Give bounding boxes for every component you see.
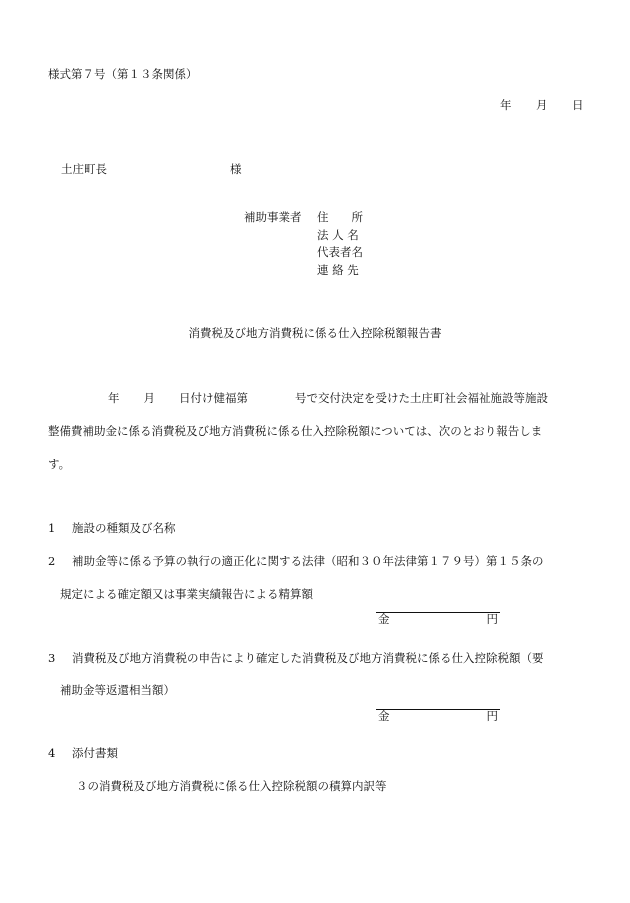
- amount-3-suffix: 円: [486, 709, 498, 723]
- intro-line-3: す。: [48, 457, 71, 471]
- item-3-number: 3: [48, 651, 56, 665]
- field-contact: 連 絡 先: [317, 262, 359, 277]
- field-representative: 代表者名: [317, 245, 363, 259]
- item-2-text: 補助金等に係る予算の執行の適正化に関する法律（昭和３０年法律第１７９号）第１５条の: [72, 554, 544, 568]
- amount-3-prefix: 金: [378, 709, 390, 723]
- applicant-fields: [317, 209, 363, 279]
- item-2-number: 2: [48, 554, 56, 568]
- item-1-text: 施設の種類及び名称: [72, 521, 176, 535]
- amount-field-3: [376, 709, 500, 723]
- item-4: [48, 745, 118, 761]
- item-2-continuation: 規定による確定額又は事業実績報告による精算額: [60, 587, 313, 601]
- document-title: 消費税及び地方消費税に係る仕入控除税額報告書: [188, 326, 442, 340]
- attachment-description: ３の消費税及び地方消費税に係る仕入控除税額の積算内訳等: [76, 779, 387, 793]
- applicant-label: 補助事業者: [244, 210, 302, 224]
- item-4-text: 添付書類: [72, 746, 118, 760]
- item-4-number: 4: [48, 746, 56, 760]
- field-address: 住 所: [317, 210, 363, 224]
- date-day: 日: [572, 98, 584, 112]
- amount-field-2: [376, 612, 500, 626]
- form-number: 様式第７号（第１３条関係）: [48, 67, 198, 81]
- item-1-number: 1: [48, 521, 56, 535]
- item-1: [48, 520, 176, 536]
- item-2: [48, 553, 544, 569]
- amount-2-prefix: 金: [378, 612, 390, 626]
- intro-line-2: 整備費補助金に係る消費税及び地方消費税に係る仕入控除税額については、次のとおり報告しま: [48, 424, 543, 438]
- date-year: 年: [500, 98, 512, 112]
- intro-mid: 日付け健福第: [179, 391, 248, 405]
- intro-line-1: [48, 390, 580, 406]
- intro-month: 月: [143, 391, 155, 405]
- amount-2-suffix: 円: [486, 612, 498, 626]
- item-3-text: 消費税及び地方消費税の申告により確定した消費税及び地方消費税に係る仕入控除税額（要: [72, 651, 544, 665]
- intro-year: 年: [108, 391, 120, 405]
- intro-rest: 号で交付決定を受けた土庄町社会福祉施設等施設: [295, 391, 548, 405]
- recipient-honorific: 様: [230, 162, 242, 176]
- item-3: [48, 650, 544, 666]
- field-corporation-name: 法 人 名: [317, 227, 359, 242]
- recipient-name: 土庄町長: [61, 162, 107, 176]
- date-month: 月: [536, 98, 548, 112]
- item-3-continuation: 補助金等返還相当額）: [60, 683, 175, 697]
